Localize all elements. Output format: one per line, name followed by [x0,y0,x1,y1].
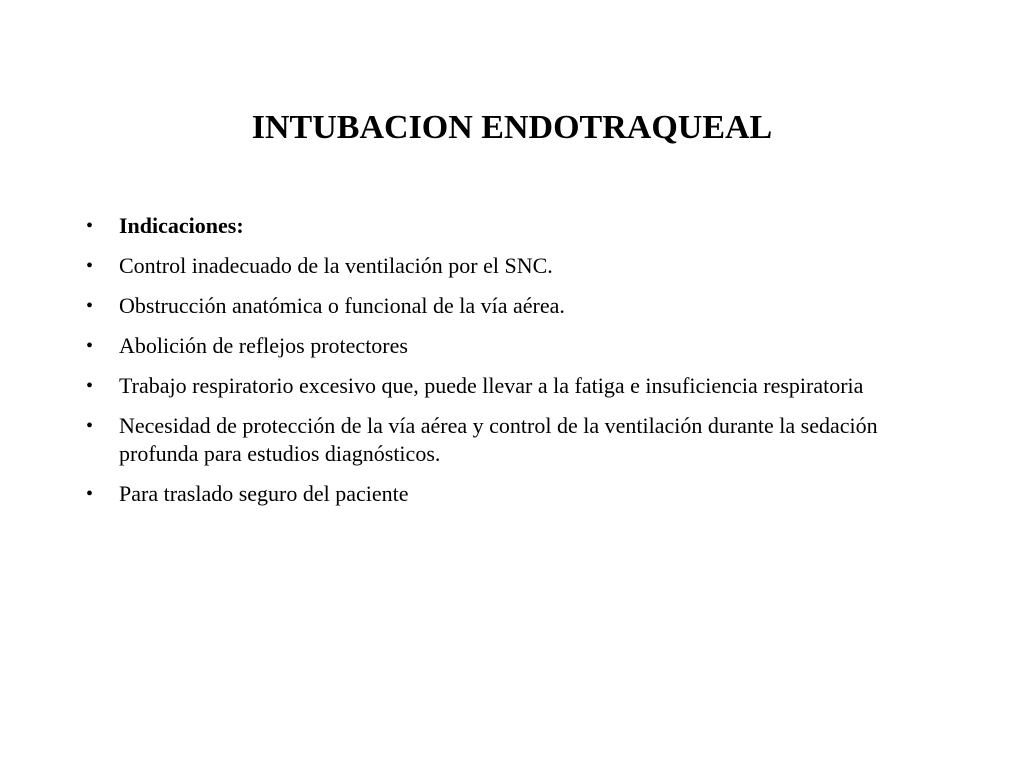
bullet-item-trabajo-respiratorio [86,372,946,400]
bullet-item-control-ventilacion [86,252,946,280]
bullet-icon: • [86,295,94,317]
slide-title: INTUBACION ENDOTRAQUEAL [251,109,773,146]
bullet-icon: • [86,375,94,397]
bullet-icon: • [86,255,94,277]
bullet-text: Control inadecuado de la ventilación por el SNC. [119,253,553,278]
bullet-item-obstruccion [86,292,946,320]
bullet-text: Trabajo respiratorio excesivo que, puede llevar a la fatiga e insuficiencia respiratoria [119,373,864,398]
bullet-text: Obstrucción anatómica o funcional de la vía aérea. [119,293,565,318]
bullet-list [86,212,946,520]
bullet-text: Para traslado seguro del paciente [119,481,409,506]
bullet-item-traslado-seguro [86,480,946,508]
bullet-text: Necesidad de protección de la vía aérea y control de la ventilación durante la sedación profunda para estudios diagnósticos. [119,413,878,466]
bullet-icon: • [86,483,94,505]
bullet-icon: • [86,215,94,237]
bullet-item-proteccion-via-aerea [86,412,946,468]
bullet-icon: • [86,335,94,357]
bullet-text: Abolición de reflejos protectores [119,333,408,358]
bullet-text: Indicaciones: [119,213,244,238]
bullet-item-indicaciones [86,212,946,240]
bullet-icon: • [86,415,94,437]
bullet-item-abolicion-reflejos [86,332,946,360]
